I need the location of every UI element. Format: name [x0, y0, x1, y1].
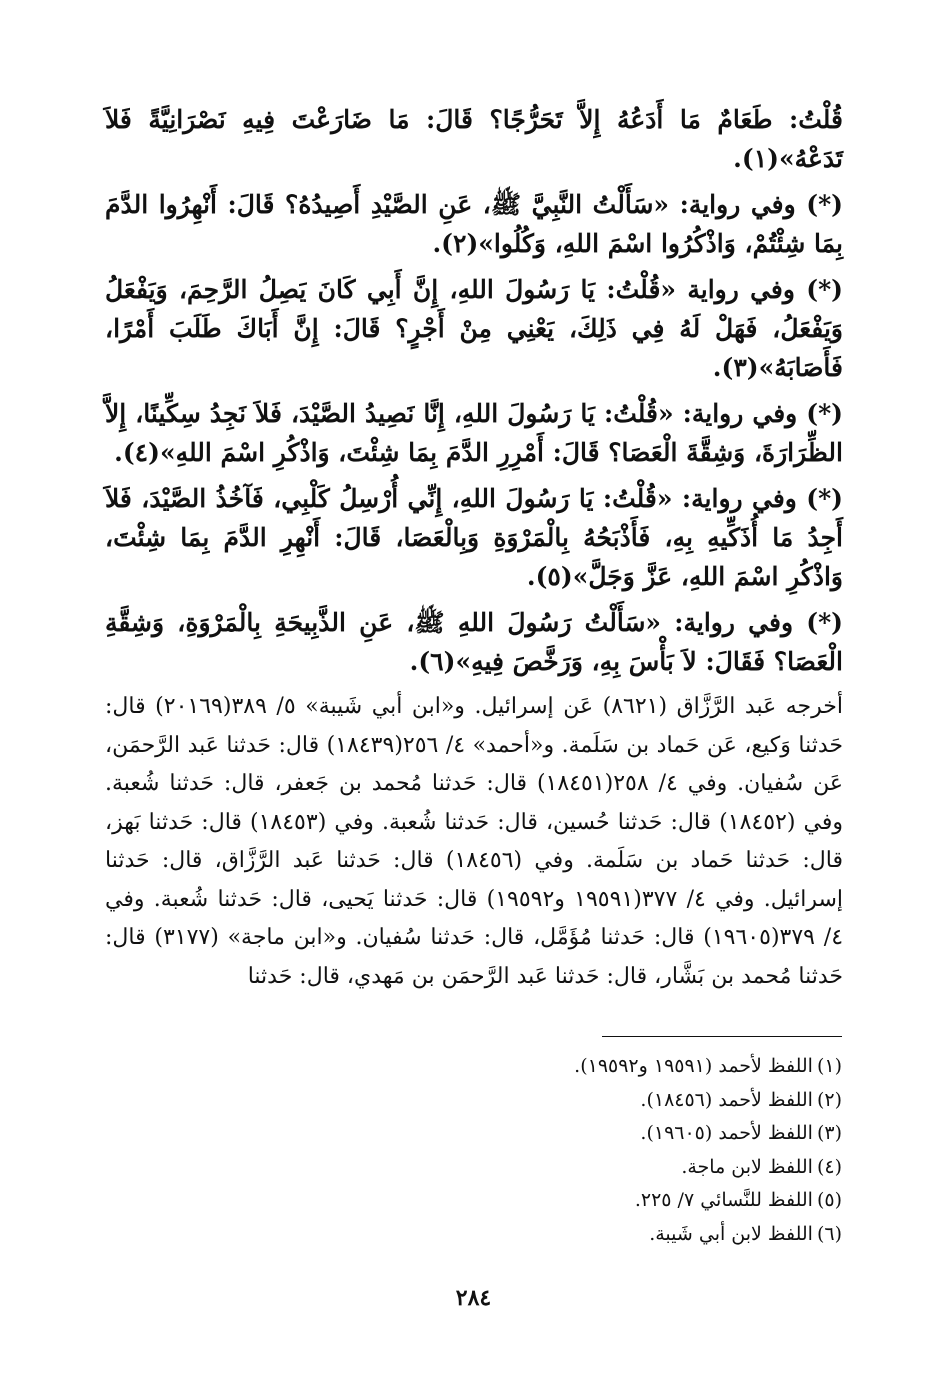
footnote-item: [104, 1218, 842, 1252]
footnote-number: (٣): [816, 1122, 842, 1144]
footnotes: [104, 1050, 842, 1251]
footnote-item: [104, 1117, 842, 1151]
main-text: [105, 100, 843, 996]
footnote-text: اللفظ لأحمد (١٩٥٩١ و١٩٥٩٢).: [574, 1055, 813, 1077]
page-number: ٢٨٤: [455, 1285, 492, 1311]
footnote-item: [104, 1184, 842, 1218]
hadith-paragraph: (*) وفي رواية «قُلْتُ: يَا رَسُولَ اللهِ، إِنَّ أَبِي كَانَ يَصِلُ الرَّحِمَ، وَيَفْعَلُ وَيَفْعَلُ، فَهَلْ لَهُ فِي ذَلِكَ، يَعْنِي مِنْ أَجْرٍ؟ قَالَ: إِنَّ أَبَاكَ طَلَبَ أَمْرًا، فَأَصَابَهُ»(٣).: [105, 275, 843, 382]
footnote-number: (٤): [816, 1155, 842, 1178]
footnote-text: اللفظ لأحمد (١٩٦٠٥).: [640, 1122, 813, 1144]
footnote-number: (١): [816, 1055, 842, 1077]
footnote-item: [104, 1084, 842, 1118]
footnote-item: [104, 1050, 842, 1084]
footnote-divider: [602, 1036, 842, 1037]
footnote-text: اللفظ لأحمد (١٨٤٥٦).: [640, 1088, 813, 1111]
hadith-paragraph: قُلْتُ: طَعَامٌ مَا أَدَعُهُ إِلاَّ تَحَرُّجًا؟ قَالَ: مَا ضَارَعْتَ فِيهِ نَصْرَانِيَّةً فَلاَ تَدَعْهُ»(١).: [105, 105, 843, 173]
footnote-number: (٢): [816, 1088, 842, 1111]
footnote-number: (٥): [816, 1189, 842, 1211]
hadith-paragraph: (*) وفي رواية: «قُلْتُ: يَا رَسُولَ اللهِ، إِنَّا نَصِيدُ الصَّيْدَ، فَلاَ نَجِدُ سِكِّينًا، إِلاَّ الظِّرَارَةَ، وَشِقَّةَ الْعَصَا؟ قَالَ: أَمْرِرِ الدَّمَ بِمَا شِئْتَ، وَاذْكُرِ اسْمَ اللهِ»(٤).: [105, 399, 843, 467]
hadith-paragraph: (*) وفي رواية: «سَأَلْتُ رَسُولَ اللهِ ﷺ، عَنِ الذَّبِيحَةِ بِالْمَرْوَةِ، وَشِقَّةِ الْعَصَا؟ فَقَالَ: لاَ بَأْسَ بِهِ، وَرَخَّصَ فِيهِ»(٦).: [105, 608, 843, 676]
hadith-paragraph: (*) وفي رواية: «قُلْتُ: يَا رَسُولَ اللهِ، إِنِّي أُرْسِلُ كَلْبِي، فَآخُذُ الصَّيْدَ، فَلاَ أَجِدُ مَا أُذَكِّيهِ بِهِ، فَأَذْبَحُهُ بِالْمَرْوَةِ وَبِالْعَصَا، قَالَ: أَنْهِرِ الدَّمَ بِمَا شِئْتَ، وَاذْكُرِ اسْمَ اللهِ، عَزَّ وَجَلَّ»(٥).: [105, 484, 843, 591]
hadith-paragraph: (*) وفي رواية: «سَأَلْتُ النَّبِيَّ ﷺ، عَنِ الصَّيْدِ أَصِيدُهُ؟ قَالَ: أَنْهِرُوا الدَّمَ بِمَا شِئْتُمْ، وَاذْكُرُوا اسْمَ اللهِ، وَكُلُوا»(٢).: [105, 190, 843, 258]
footnote-text: اللفظ لابن ماجة.: [681, 1155, 813, 1178]
footnote-text: اللفظ لابن أبي شَيبة.: [649, 1222, 813, 1245]
takhrij-paragraph: أخرجه عَبد الرَّزَّاق (٨٦٢١) عَن إسرائيل. و«ابن أبي شَيبة» ٥/ ٣٨٩(٢٠١٦٩) قال: حَدثنا وَكيع، عَن حَماد بن سَلَمة. و«أحمد» ٤/ ٢٥٦(١٨٤٣٩) قال: حَدثنا عَبد الرَّحمَن، عَن سُفيان. وفي ٤/ ٢٥٨(١٨٤٥١) قال: حَدثنا مُحمد بن جَعفر، قال: حَدثنا شُعبة. وفي (١٨٤٥٢) قال: حَدثنا حُسين، قال: حَدثنا شُعبة. وفي (١٨٤٥٣) قال: حَدثنا بَهز، قال: حَدثنا حَماد بن سَلَمة. وفي (١٨٤٥٦) قال: حَدثنا عَبد الرَّزَّاق، قال: حَدثنا إسرائيل. وفي ٤/ ٣٧٧(١٩٥٩١ و١٩٥٩٢) قال: حَدثنا يَحيى، قال: حَدثنا شُعبة. وفي ٤/ ٣٧٩(١٩٦٠٥) قال: حَدثنا مُؤَمَّل، قال: حَدثنا سُفيان. و«ابن ماجة» (٣١٧٧) قال: حَدثنا مُحمد بن بَشَّار، قال: حَدثنا عَبد الرَّحمَن بن مَهدي، قال: حَدثنا: [105, 694, 844, 989]
footnote-text: اللفظ للنَّسائي ٧/ ٢٢٥.: [634, 1189, 813, 1211]
footnote-item: [104, 1151, 842, 1185]
footnote-number: (٦): [816, 1222, 842, 1245]
